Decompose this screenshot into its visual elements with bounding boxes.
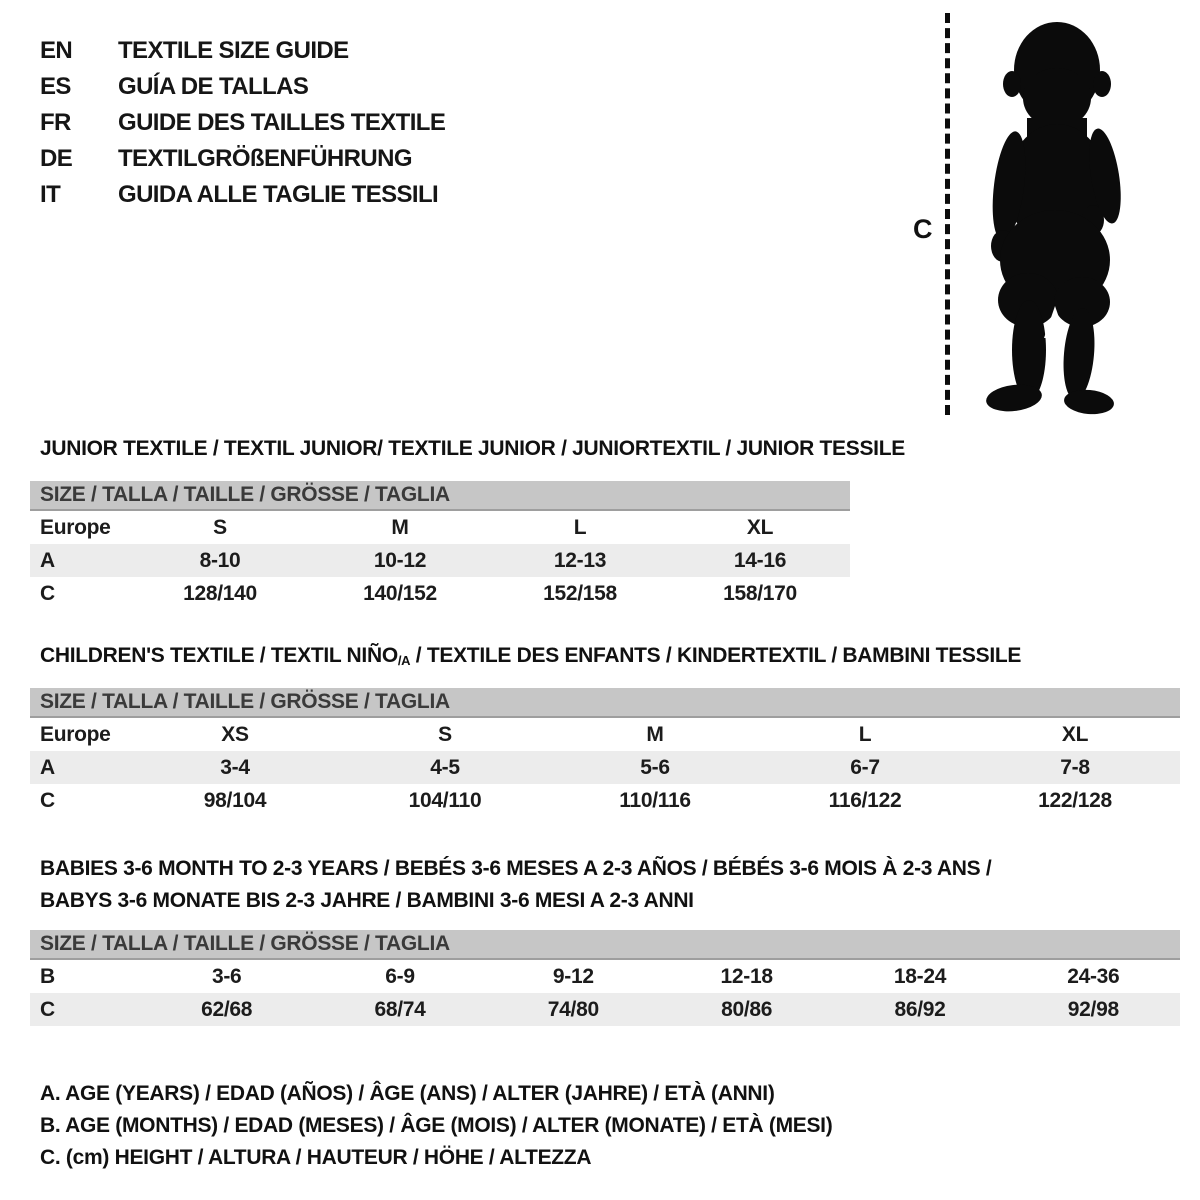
row-label: C bbox=[40, 997, 55, 1021]
language-row-fr bbox=[40, 105, 445, 141]
cell: 12-18 bbox=[720, 964, 773, 988]
children-table-header: SIZE / TALLA / TAILLE / GRÖSSE / TAGLIA bbox=[30, 688, 1180, 718]
toddler-silhouette-icon bbox=[965, 18, 1143, 418]
babies-section-title bbox=[40, 853, 991, 917]
junior-section-title: JUNIOR TEXTILE / TEXTIL JUNIOR/ TEXTILE JUNIOR / JUNIORTEXTIL / JUNIOR TESSILE bbox=[40, 437, 905, 460]
language-row-es bbox=[40, 69, 445, 105]
table-row bbox=[30, 577, 850, 610]
children-title-prefix: CHILDREN'S TEXTILE / TEXTIL NIÑO bbox=[40, 644, 398, 667]
legend-line-a: A. AGE (YEARS) / EDAD (AÑOS) / ÂGE (ANS) / ALTER (JAHRE) / ETÀ (ANNI) bbox=[40, 1082, 775, 1105]
babies-size-table bbox=[30, 930, 1180, 1026]
cell: 4-5 bbox=[430, 755, 460, 779]
height-figure bbox=[905, 8, 1190, 423]
language-label: TEXTILGRÖßENFÜHRUNG bbox=[118, 145, 412, 172]
language-label: GUIDA ALLE TAGLIE TESSILI bbox=[118, 181, 439, 208]
cell: 68/74 bbox=[374, 997, 426, 1021]
language-code: IT bbox=[40, 181, 61, 208]
cell: 152/158 bbox=[543, 581, 617, 605]
language-code: DE bbox=[40, 145, 73, 172]
height-marker-label: C bbox=[913, 214, 933, 244]
cell: 98/104 bbox=[203, 788, 267, 812]
cell: 18-24 bbox=[893, 964, 947, 988]
children-section-title bbox=[40, 644, 1021, 668]
cell: 6-7 bbox=[850, 755, 880, 779]
cell: 3-6 bbox=[211, 964, 242, 988]
junior-size-table bbox=[30, 481, 850, 610]
babies-table-header: SIZE / TALLA / TAILLE / GRÖSSE / TAGLIA bbox=[30, 930, 1180, 960]
cell: 80/86 bbox=[721, 997, 773, 1021]
cell: 14-16 bbox=[733, 548, 787, 572]
table-row bbox=[30, 784, 1180, 817]
language-code: FR bbox=[40, 109, 71, 136]
row-label: Europe bbox=[40, 722, 111, 746]
legend-line-b: B. AGE (MONTHS) / EDAD (MESES) / ÂGE (MOIS) / ALTER (MONATE) / ETÀ (MESI) bbox=[40, 1114, 833, 1137]
language-code: ES bbox=[40, 73, 71, 100]
row-label: A bbox=[40, 548, 55, 572]
legend bbox=[40, 1078, 832, 1174]
cell: 5-6 bbox=[640, 755, 670, 779]
table-row bbox=[30, 993, 1180, 1026]
cell: 6-9 bbox=[385, 964, 415, 988]
height-dashed-line bbox=[945, 13, 950, 415]
children-size-table bbox=[30, 688, 1180, 817]
row-label: C bbox=[40, 788, 55, 812]
cell: 116/122 bbox=[828, 788, 902, 812]
junior-table-header: SIZE / TALLA / TAILLE / GRÖSSE / TAGLIA bbox=[30, 481, 850, 511]
cell: 140/152 bbox=[363, 581, 437, 605]
cell: 122/128 bbox=[1038, 788, 1112, 812]
table-row bbox=[30, 751, 1180, 784]
cell: 7-8 bbox=[1060, 755, 1090, 779]
legend-line-c: C. (cm) HEIGHT / ALTURA / HAUTEUR / HÖHE / ALTEZZA bbox=[40, 1146, 592, 1169]
cell: L bbox=[573, 515, 587, 539]
table-row bbox=[30, 960, 1180, 993]
table-row bbox=[30, 511, 850, 544]
row-label: C bbox=[40, 581, 55, 605]
row-label: B bbox=[40, 964, 55, 988]
language-label: TEXTILE SIZE GUIDE bbox=[118, 37, 349, 64]
language-row-it bbox=[40, 177, 445, 213]
cell: 128/140 bbox=[183, 581, 257, 605]
language-list bbox=[40, 33, 445, 213]
babies-title-line1: BABIES 3-6 MONTH TO 2-3 YEARS / BEBÉS 3-6 MESES A 2-3 AÑOS / BÉBÉS 3-6 MOIS À 2-3 ANS / bbox=[40, 857, 992, 880]
language-label: GUÍA DE TALLAS bbox=[118, 73, 309, 100]
cell: M bbox=[391, 515, 409, 539]
row-label: A bbox=[40, 755, 55, 779]
cell: XS bbox=[221, 722, 249, 746]
babies-title-line2: BABYS 3-6 MONATE BIS 2-3 JAHRE / BAMBINI 3-6 MESI A 2-3 ANNI bbox=[40, 889, 694, 912]
table-row bbox=[30, 544, 850, 577]
table-row bbox=[30, 718, 1180, 751]
row-label: Europe bbox=[40, 515, 111, 539]
cell: L bbox=[858, 722, 872, 746]
cell: 24-36 bbox=[1067, 964, 1120, 988]
language-code: EN bbox=[40, 37, 73, 64]
cell: M bbox=[646, 722, 664, 746]
cell: 62/68 bbox=[201, 997, 253, 1021]
language-row-de bbox=[40, 141, 445, 177]
cell: 12-13 bbox=[553, 548, 607, 572]
cell: 92/98 bbox=[1067, 997, 1119, 1021]
language-row-en bbox=[40, 33, 445, 69]
cell: 74/80 bbox=[547, 997, 599, 1021]
cell: 9-12 bbox=[552, 964, 594, 988]
cell: 8-10 bbox=[199, 548, 241, 572]
cell: 3-4 bbox=[220, 755, 250, 779]
cell: XL bbox=[746, 515, 774, 539]
cell: 86/92 bbox=[894, 997, 946, 1021]
cell: 158/170 bbox=[723, 581, 797, 605]
cell: XL bbox=[1061, 722, 1089, 746]
language-label: GUIDE DES TAILLES TEXTILE bbox=[118, 109, 446, 136]
children-title-suffix: / TEXTILE DES ENFANTS / KINDERTEXTIL / BAMBINI TESSILE bbox=[410, 644, 1022, 667]
cell: 110/116 bbox=[619, 788, 691, 812]
cell: 10-12 bbox=[373, 548, 427, 572]
cell: S bbox=[213, 515, 227, 539]
cell: 104/110 bbox=[408, 788, 482, 812]
children-title-sub: /A bbox=[397, 653, 411, 668]
cell: S bbox=[438, 722, 452, 746]
